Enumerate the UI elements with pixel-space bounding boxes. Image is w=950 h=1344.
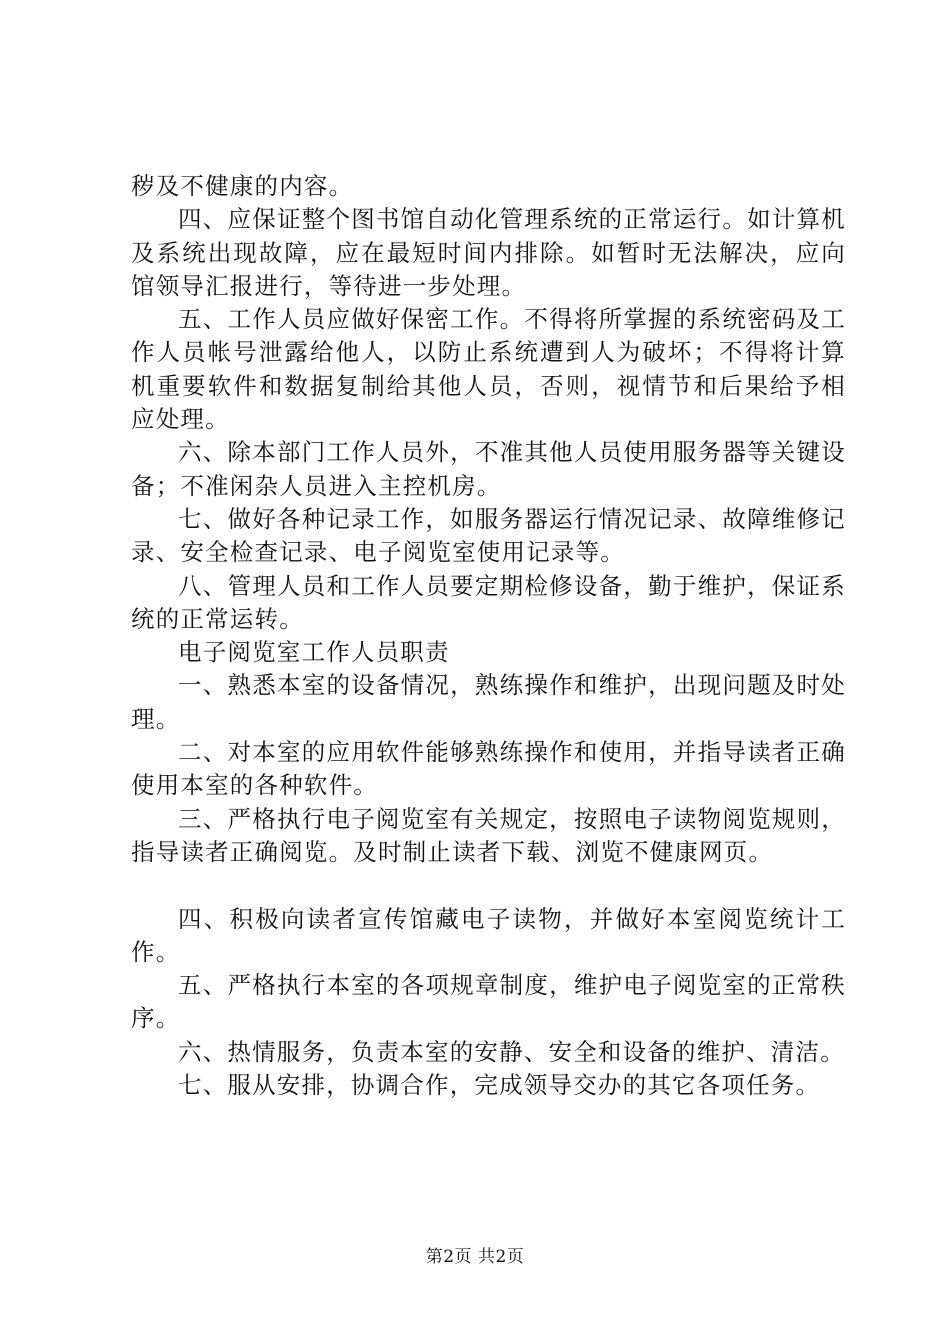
page-footer [0,1242,950,1267]
paragraph: 一、熟悉本室的设备情况，熟练操作和维护，出现问题及时处理。 [131,671,846,733]
paragraph: 六、除本部门工作人员外，不准其他人员使用服务器等关键设备；不准闲杂人员进入主控机房。 [131,438,846,500]
document-body [131,170,846,1102]
paragraph: 秽及不健康的内容。 [131,172,354,200]
paragraph-gap [131,869,846,902]
paragraph: 七、做好各种记录工作，如服务器运行情况记录、故障维修记录、安全检查记录、电子阅览室使用记录等。 [131,504,846,567]
page-number-label: 第2页 共2页 [425,1247,525,1267]
paragraph: 四、积极向读者宣传馆藏电子读物，并做好本室阅览统计工作。 [131,904,846,966]
paragraph: 五、严格执行本室的各项规章制度，维护电子阅览室的正常秩序。 [131,971,846,1033]
paragraph: 四、应保证整个图书馆自动化管理系统的正常运行。如计算机及系统出现故障，应在最短时间内排除。如暂时无法解决，应向馆领导汇报进行，等待进一步处理。 [131,205,846,300]
paragraph: 六、热情服务，负责本室的安静、安全和设备的维护、清洁。 [178,1037,845,1066]
paragraph: 二、对本室的应用软件能够熟练操作和使用，并指导读者正确使用本室的各种软件。 [131,738,846,800]
section-heading: 电子阅览室工作人员职责 [178,638,450,667]
paragraph: 三、严格执行电子阅览室有关规定，按照电子读物阅览规则，指导读者正确阅览。及时制止读者下载、浏览不健康网页。 [131,804,846,866]
paragraph: 七、服从安排，协调合作，完成领导交办的其它各项任务。 [178,1071,821,1100]
paragraph: 八、管理人员和工作人员要定期检修设备，勤于维护，保证系统的正常运转。 [131,571,846,633]
paragraph: 五、工作人员应做好保密工作。不得将所掌握的系统密码及工作人员帐号泄露给他人，以防止系统遭到人为破坏；不得将计算机重要软件和数据复制给其他人员，否则，视情节和后果给予相应处理。 [131,305,846,434]
